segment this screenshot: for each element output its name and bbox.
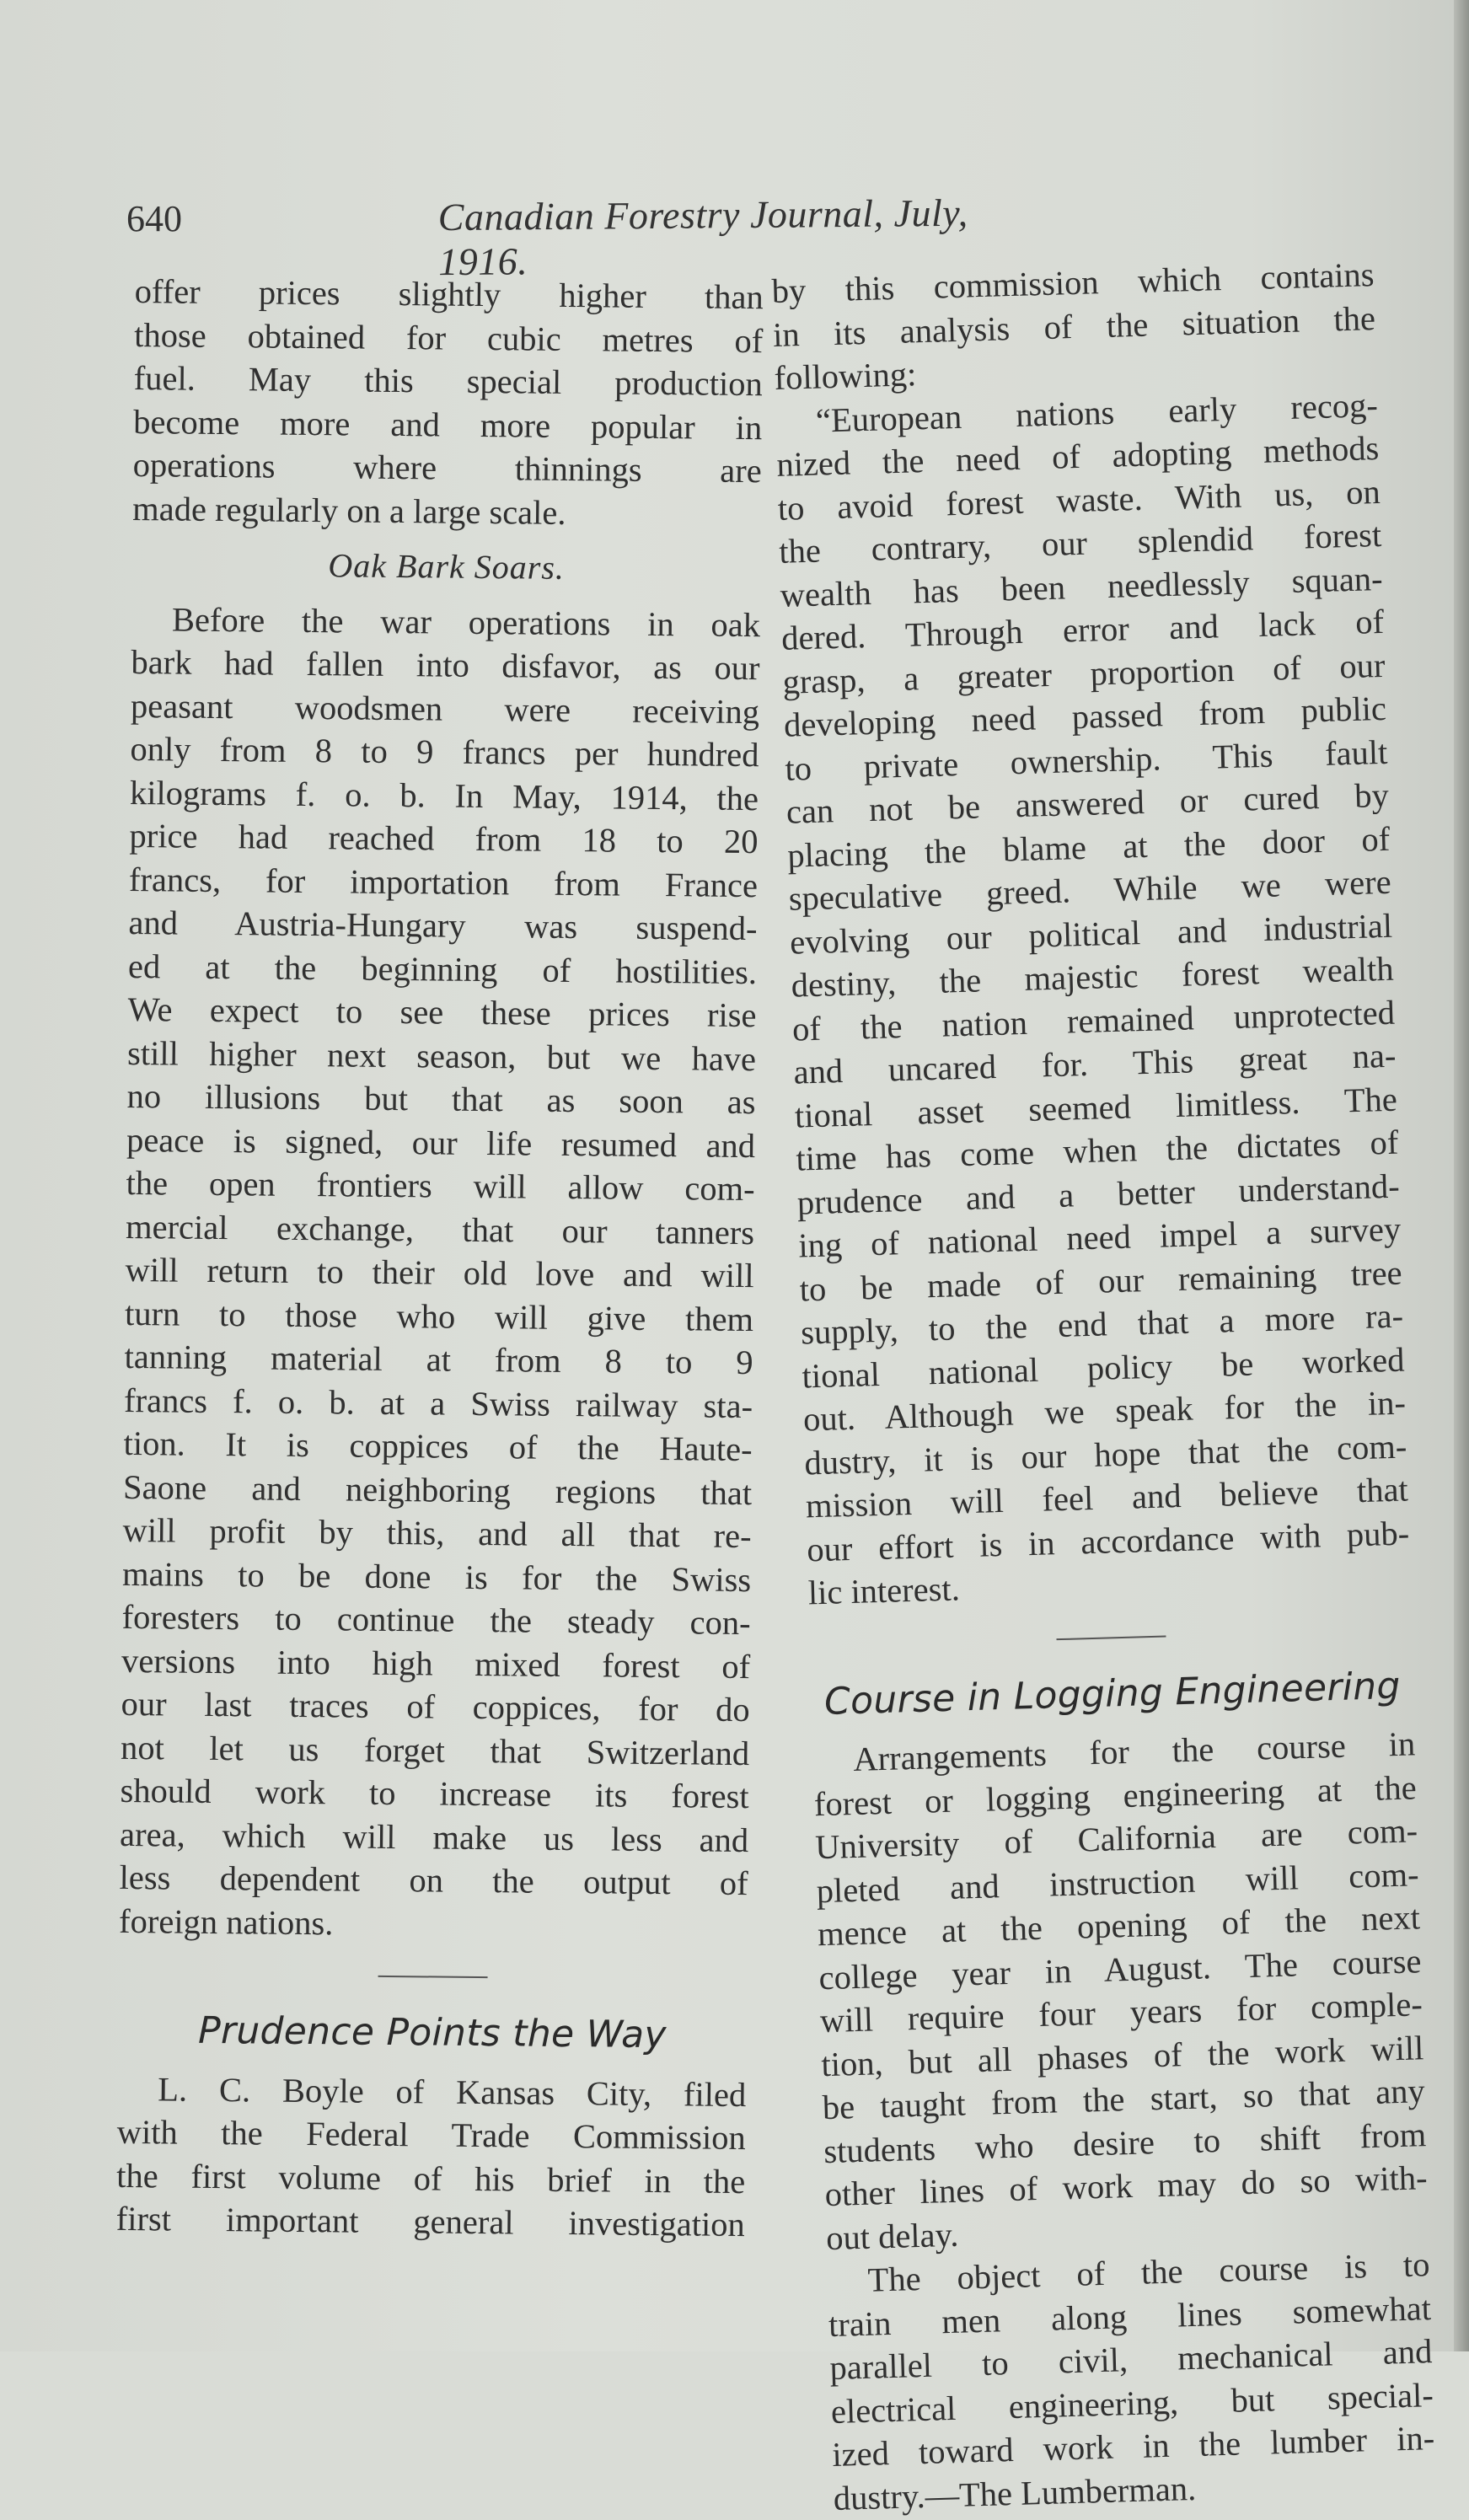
text-line: can not be answered or cured by (785, 775, 1390, 831)
text-line: supply, to the end that a more ra- (800, 1296, 1404, 1352)
text-line: evolving our political and industrial (789, 906, 1393, 962)
text-line: those obtained for cubic metres of (134, 315, 764, 360)
text-line: to be made of our remaining tree (799, 1253, 1403, 1309)
text-line: developing need passed from public (783, 689, 1387, 744)
text-line: speculative greed. While we were (788, 862, 1392, 918)
text-line: destiny, the majestic forest wealth (791, 949, 1395, 1005)
text-line: mence at the opening of the next (817, 1898, 1421, 1954)
text-line: The object of the course is to (867, 2245, 1431, 2299)
text-line: and uncared for. This great na- (792, 1036, 1397, 1091)
text-line: will require four years for comple- (819, 1985, 1423, 2040)
text-line: tion, but all phases of the work will (820, 2028, 1424, 2083)
text-line: peace is signed, our life resumed and (126, 1120, 756, 1165)
text-line: area, which will make us less and (119, 1815, 749, 1859)
text-line: Saone and neighboring regions that (122, 1467, 753, 1512)
text-line: mission will feel and believe that (805, 1470, 1409, 1525)
intro-paragraph (132, 270, 764, 536)
text-line: in its analysis of the situation the (772, 298, 1376, 354)
text-line: will profit by this, and all that re- (122, 1510, 752, 1556)
page-edge-shadow (1454, 0, 1469, 2351)
text-line: foresters to continue the steady con- (121, 1597, 751, 1643)
right-column (771, 253, 1436, 2520)
text-line: pleted and instruction will com- (816, 1854, 1420, 1910)
subhead-oak-bark: Oak Bark Soars. (328, 546, 566, 587)
text-line: following: (773, 355, 917, 397)
text-line: other lines of work may do so with- (824, 2158, 1429, 2214)
text-line: to private ownership. This fault (784, 732, 1388, 788)
heading-prudence-points-the-way: Prudence Points the Way (197, 2008, 667, 2057)
text-line: should work to increase its forest (120, 1771, 749, 1816)
text-line: out. Although we speak for the in- (802, 1383, 1407, 1439)
text-line: tional national policy be worked (802, 1340, 1406, 1395)
text-line: kilograms f. o. b. In May, 1914, the (129, 773, 759, 818)
text-line: forest or logging engineering at the (813, 1767, 1418, 1823)
text-line: dustry.—The Lumberman. (833, 2469, 1197, 2517)
text-line: train men along lines somewhat (828, 2288, 1432, 2344)
text-line: only from 8 to 9 francs per hundred (130, 729, 759, 775)
text-line: no illusions but that as soon as (126, 1076, 756, 1122)
text-line: tional asset seemed limitless. The (794, 1080, 1398, 1135)
text-line: electrical engineering, but special- (830, 2375, 1434, 2431)
text-line: prudence and a better understand- (796, 1166, 1401, 1222)
text-line: by this commission which contains (771, 255, 1375, 310)
text-line: parallel to civil, mechanical and (828, 2332, 1433, 2388)
text-line: with the Federal Trade Commission (116, 2112, 746, 2158)
text-line: not let us forget that Switzerland (120, 1728, 750, 1772)
text-line: mercial exchange, that our tanners (125, 1207, 755, 1252)
text-line: become more and more popular in (133, 402, 763, 447)
text-line: operations where thinnings are (132, 445, 762, 491)
text-line: mains to be done is for the Swiss (121, 1554, 752, 1599)
text-line: fuel. May this special production (133, 358, 763, 404)
text-line: peasant woodsmen were receiving (130, 686, 760, 731)
text-line: college year in August. The course (818, 1941, 1422, 1997)
text-line: time has come when the dictates of (795, 1123, 1399, 1178)
section-divider (378, 1976, 488, 1978)
quote-paragraph (775, 383, 1411, 1614)
logging-paragraph (812, 1722, 1429, 2260)
text-line: University of California are com- (814, 1811, 1418, 1867)
text-line: ed at the beginning of hostilities. (127, 946, 758, 991)
oak-bark-paragraph (119, 597, 760, 1949)
text-line: tanning material at from 8 to 9 (124, 1337, 753, 1382)
text-line: turn to those who will give them (124, 1294, 754, 1338)
section-divider (1056, 1635, 1166, 1640)
text-line: nized the need of adopting methods (775, 428, 1380, 484)
object-paragraph (827, 2243, 1436, 2520)
text-line: wealth has been needlessly squan- (780, 559, 1384, 614)
text-line: Before the war operations in oak (171, 599, 761, 644)
text-line: grasp, a greater proportion of our (782, 646, 1386, 701)
text-line: to avoid forest waste. With us, on (777, 472, 1381, 528)
text-line: placing the blame at the door of (786, 819, 1391, 875)
text-line: first important general investigation (115, 2199, 745, 2244)
text-line: still higher next season, but we have (126, 1033, 757, 1078)
text-line: the first volume of his brief in the (116, 2156, 746, 2201)
text-line: lic interest. (807, 1569, 961, 1612)
text-line: “European nations early recog- (815, 385, 1379, 440)
page-number: 640 (126, 198, 182, 239)
page-header (126, 190, 1053, 284)
left-column (116, 270, 764, 2247)
text-line: students who desire to shift from (823, 2115, 1427, 2170)
text-line: our last traces of coppices, for do (121, 1684, 750, 1729)
text-line: L. C. Boyle of Kansas City, filed (158, 2069, 747, 2114)
text-line: foreign nations. (118, 1901, 334, 1942)
text-line: price had reached from 18 to 20 (129, 816, 759, 861)
text-line: our effort is in accordance with pub- (806, 1513, 1410, 1568)
text-line: versions into high mixed forest of (121, 1641, 751, 1686)
text-line: and Austria-Hungary was suspend- (128, 903, 758, 948)
text-line: We expect to see these prices rise (127, 989, 757, 1035)
running-title: Canadian Forestry Journal, July, 1916. (437, 190, 968, 284)
text-line: tion. It is coppices of the Haute- (123, 1424, 753, 1469)
text-line: Arrangements for the course in (852, 1724, 1416, 1778)
text-line: of the nation remained unprotected (791, 993, 1396, 1048)
text-line: will return to their old love and will (125, 1250, 754, 1295)
text-line: bark had fallen into disfavor, as our (131, 642, 760, 688)
text-line: francs f. o. b. at a Swiss railway sta- (123, 1381, 753, 1425)
text-line: the contrary, our splendid forest (778, 515, 1382, 571)
text-line: the open frontiers will allow com- (126, 1163, 755, 1209)
heading-course-in-logging-engineering: Course in Logging Engineering (823, 1664, 1402, 1724)
continuation-paragraph (771, 253, 1377, 399)
text-line: offer prices slightly higher than (134, 271, 764, 317)
prudence-paragraph (116, 2067, 747, 2246)
text-line: dered. Through error and lack of (780, 602, 1385, 657)
text-line: ing of national need impel a survey (797, 1209, 1402, 1265)
text-line: ized toward work in the lumber in- (831, 2419, 1435, 2474)
text-line: dustry, it is our hope that the com- (803, 1426, 1407, 1482)
text-line: francs, for importation from France (128, 860, 759, 904)
text-line: be taught from the start, so that any (822, 2072, 1426, 2127)
text-line: less dependent on the output of (119, 1858, 748, 1903)
text-line: out delay. (825, 2215, 959, 2257)
text-line: made regularly on a large scale. (132, 489, 566, 532)
